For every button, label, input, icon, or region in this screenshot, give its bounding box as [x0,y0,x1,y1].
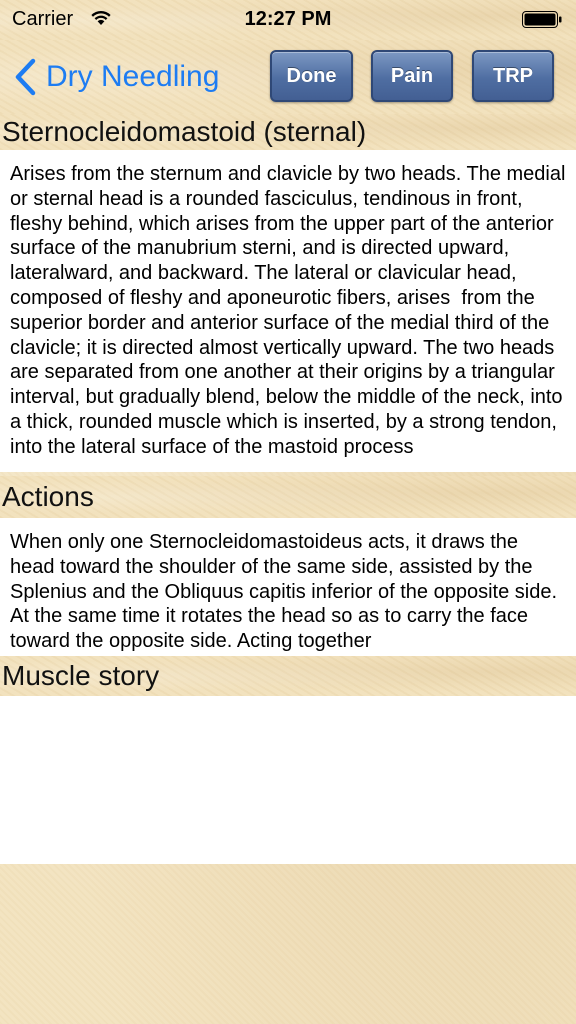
navigation-bar [0,40,576,114]
section-title-muscle-story: Muscle story [0,656,576,696]
trp-button[interactable]: TRP [472,50,554,102]
clock: 12:27 PM [244,8,332,30]
actions-box[interactable] [0,518,576,656]
done-button[interactable]: Done [270,50,353,102]
status-bar [0,0,576,40]
muscle-story-box[interactable] [0,696,576,864]
pain-button[interactable]: Pain [371,50,453,102]
muscle-description-text: Arises from the sternum and clavicle by two heads. The medial or sternal head is a rounded fasciculus, tendinous in front, fleshy behind, which arises from the upper part of the anterior surface of the manubrium sterni, and is directed upward, lateralward, and backward. The lateral or clavicular head, composed of fleshy and aponeurotic fibers, arises from the superior border and anterior surface of the medial third of the clavicle; it is directed almost vertically upward. The two heads are separated from one another at their origins by a triangular interval, but gradually blend, below the middle of the neck, into a thick, rounded muscle which is inserted, by a strong tendon, into the lateral surface of the mastoid process [10,163,572,458]
battery-icon [522,11,562,28]
section-title-muscle: Sternocleidomastoid (sternal) [0,114,576,150]
back-button-label: Dry Needling [46,60,220,93]
carrier-label: Carrier [12,8,74,30]
muscle-description-box[interactable] [0,150,576,472]
actions-text: When only one Sternocleidomastoideus acts, it draws the head toward the shoulder of the same side, assisted by the Splenius and the Obliquus capitis inferior of the opposite side. At the same time it rotates the head so as to carry the face toward the opposite side. Acting together [10,531,562,653]
section-title-actions: Actions [0,476,576,518]
chevron-left-icon [12,57,38,97]
muscle-story-text [0,696,576,708]
back-button[interactable] [12,56,219,98]
